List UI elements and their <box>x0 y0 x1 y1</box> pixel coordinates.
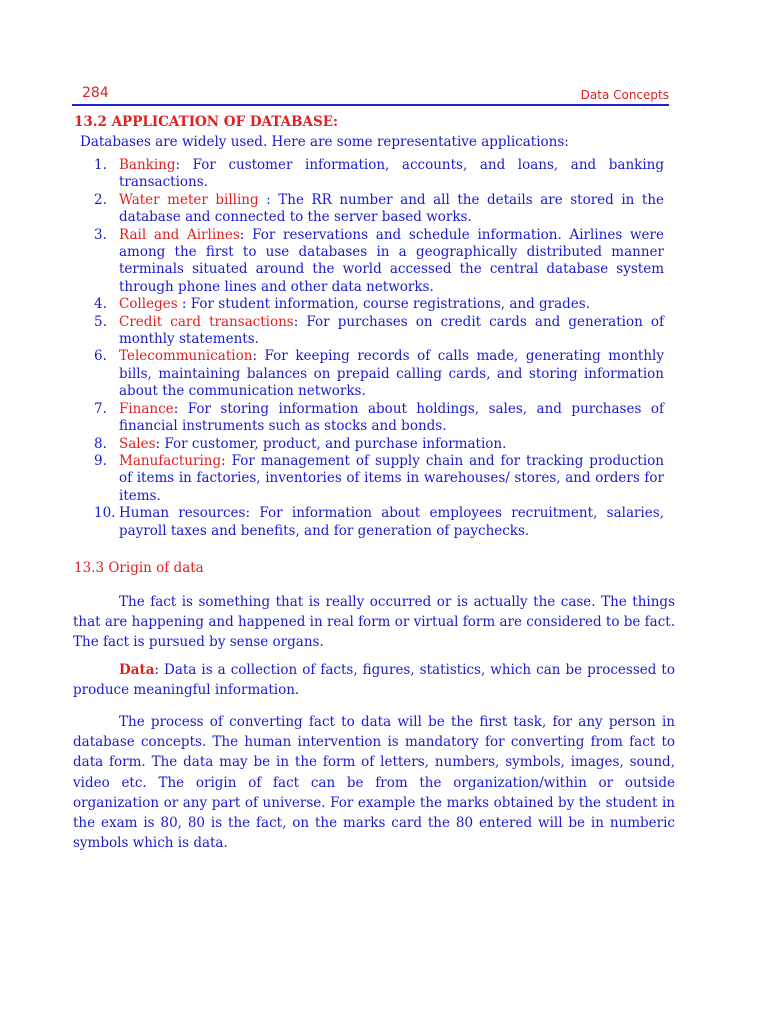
section-intro: Databases are widely used. Here are some representative applications: <box>80 134 569 150</box>
list-item-description: : The RR number and all the details are stored in the database and connected to the server based works. <box>119 191 665 226</box>
list-item <box>94 505 664 540</box>
list-item-description: : For reservations and schedule information. Airlines were among the first to use databases in a geographically distributed manner terminals situated around the world accessed the central database system through phone lines and other data networks. <box>119 226 664 295</box>
list-item-term: Rail and Airlines <box>119 226 240 243</box>
list-item-term: Banking <box>119 157 176 173</box>
list-item <box>94 227 664 297</box>
list-item-term: Finance <box>119 400 174 417</box>
list-item-description: : For customer information, accounts, and loans, and banking transactions. <box>119 157 664 191</box>
list-item-term: Telecommunication <box>119 348 253 365</box>
list-item-description: : For management of supply chain and for tracking production of items in factories, inventories of items in warehouses/ stores, and orders for items. <box>119 452 664 504</box>
data-term: Data <box>119 662 155 678</box>
list-item <box>94 401 664 436</box>
list-item-number: 3. <box>94 226 107 243</box>
list-item <box>94 453 664 505</box>
paragraph-conversion: The process of converting fact to data will be the first task, for any person in database concepts. The human intervention is mandatory for converting from fact to data form. The data may be in the form of letters, numbers, symbols, images, sound, video etc. The origin of fact can be from the organization/within or outside organization or any part of universe. For example the marks obtained by the student in the exam is 80, 80 is the fact, on the marks card the 80 entered will be in numberic symbols which is data. <box>73 714 675 852</box>
list-item <box>94 296 664 313</box>
list-item <box>94 157 664 192</box>
list-item-term: Manufacturing <box>119 452 222 469</box>
list-item-description: : For customer, product, and purchase information. <box>155 435 507 452</box>
list-item-term: Colleges <box>119 296 178 313</box>
list-item-term: Credit card transactions <box>119 313 294 330</box>
list-item-number: 2. <box>94 191 107 208</box>
list-item-term: Sales <box>119 435 156 452</box>
list-item-number: 8. <box>94 435 107 452</box>
list-item-number: 9. <box>94 452 107 469</box>
header-rule <box>72 104 669 106</box>
data-definition-text: : Data is a collection of facts, figures, statistics, which can be processed to produce meaningful information. <box>73 662 675 699</box>
list-item-description: : For student information, course registrations, and grades. <box>177 296 590 313</box>
section-title: 13.2 APPLICATION OF DATABASE: <box>74 114 338 130</box>
list-item-description: : For keeping records of calls made, generating monthly bills, maintaining balances on prepaid calling cards, and storing information about the communication networks. <box>119 348 664 400</box>
paragraph-data-definition <box>73 660 675 700</box>
list-item-description: : For storing information about holdings, sales, and purchases of financial instruments such as stocks and bonds. <box>119 400 664 435</box>
page-header <box>72 84 669 104</box>
list-item <box>94 192 664 227</box>
list-item-number: 7. <box>94 400 107 417</box>
running-title: Data Concepts <box>580 88 669 102</box>
list-item <box>94 314 664 349</box>
list-item-description: : For purchases on credit cards and generation of monthly statements. <box>119 313 664 348</box>
list-item-number: 5. <box>94 313 107 330</box>
list-item-number: 6. <box>94 348 107 365</box>
list-item <box>94 436 664 453</box>
list-item <box>94 348 664 400</box>
subsection-title: 13.3 Origin of data <box>74 560 204 576</box>
list-item-number: 4. <box>94 296 107 313</box>
page-number: 284 <box>82 85 109 101</box>
list-item-number: 1. <box>94 157 107 173</box>
applications-list <box>94 157 664 540</box>
list-item-term: Water meter billing <box>119 191 259 208</box>
paragraph-fact: The fact is something that is really occurred or is actually the case. The things that are happening and happened in real form or virtual form are considered to be fact. The fact is pursued by sense organs. <box>73 594 675 651</box>
list-item-description: Human resources: For information about employees recruitment, salaries, payroll taxes and benefits, and for generation of paychecks. <box>119 505 664 539</box>
list-item-number: 10. <box>94 505 116 522</box>
